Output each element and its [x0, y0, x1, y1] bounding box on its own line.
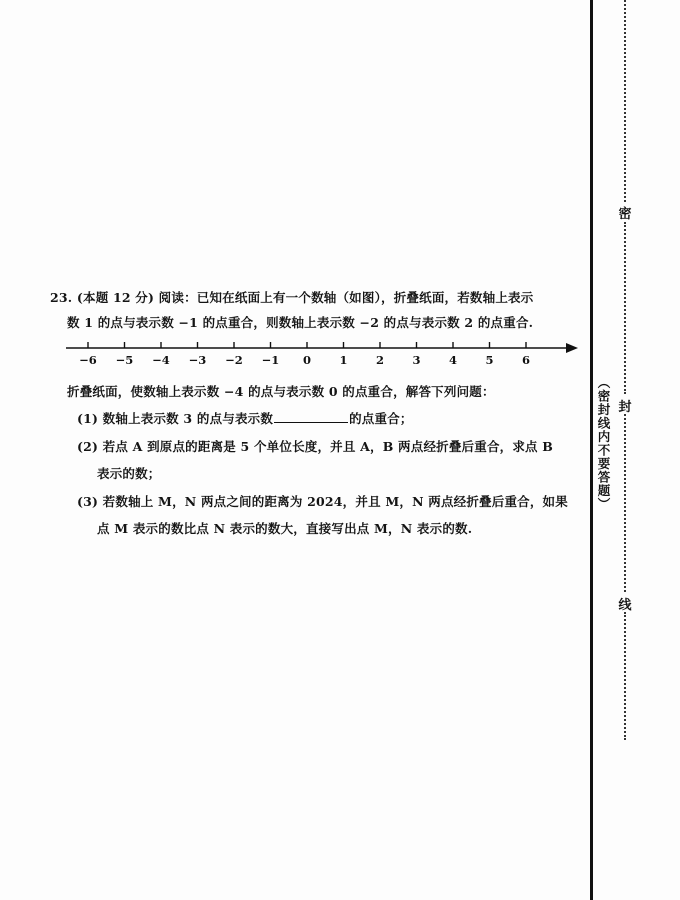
number-line-tick-label: 5	[485, 353, 494, 367]
question-part-2-line-2: 表示的数；	[97, 466, 161, 481]
seal-dotted-line-lower	[624, 414, 626, 592]
question-part-3-line-2: 点 M 表示的数比点 N 表示的数大，直接写出点 M，N 表示的数.	[97, 521, 473, 536]
seal-dotted-line-upper	[624, 222, 626, 394]
part-1-prefix: (1) 数轴上表示数 3 的点与表示数	[77, 411, 274, 426]
number-line-tick-label: 2	[375, 353, 385, 367]
seal-char-xian: 线	[612, 594, 638, 613]
part-1-suffix: 的点重合；	[349, 411, 413, 426]
seal-dotted-line-bottom	[624, 612, 626, 740]
number-line-tick-label: 3	[412, 353, 421, 367]
number-line-ticks	[79, 342, 530, 367]
number-line-tick-label: −4	[152, 353, 170, 367]
answer-blank[interactable]	[274, 411, 348, 423]
question-fold-line: 折叠纸面，使数轴上表示数 −4 的点与表示数 0 的点重合，解答下列问题：	[67, 384, 495, 399]
number-line-tick-label: 0	[302, 353, 312, 367]
number-line-figure	[66, 336, 578, 370]
seal-notice: （密封线内不要答题）	[596, 376, 611, 511]
number-line-tick-label: −3	[188, 353, 207, 367]
question-part-3-line-1: (3) 若数轴上 M，N 两点之间的距离为 2024，并且 M，N 两点经折叠后重合，如果	[77, 494, 568, 509]
number-line-tick-label: −1	[261, 353, 280, 367]
seal-char-feng: 封	[612, 396, 638, 415]
number-line-tick-label: −5	[115, 353, 134, 367]
number-line-arrow	[566, 343, 578, 353]
question-intro-line-2: 数 1 的点与表示数 −1 的点重合，则数轴上表示数 −2 的点与表示数 2 的点重合.	[67, 315, 534, 330]
question-intro-line-1: 23. (本题 12 分) 阅读：已知在纸面上有一个数轴（如图），折叠纸面，若数轴上表示	[50, 290, 534, 305]
seal-char-mi: 密	[612, 203, 638, 222]
number-line-tick-label: 6	[521, 353, 531, 367]
question-part-1	[77, 409, 413, 427]
number-line-tick-label: −2	[225, 353, 243, 367]
question-part-2-line-1: (2) 若点 A 到原点的距离是 5 个单位长度，并且 A，B 两点经折叠后重合，求点 B	[77, 439, 554, 454]
number-line-tick-label: 4	[448, 353, 458, 367]
seal-dotted-line-top	[624, 0, 626, 202]
number-line-tick-label: 1	[339, 353, 348, 367]
number-line-tick-label: −6	[79, 353, 97, 367]
